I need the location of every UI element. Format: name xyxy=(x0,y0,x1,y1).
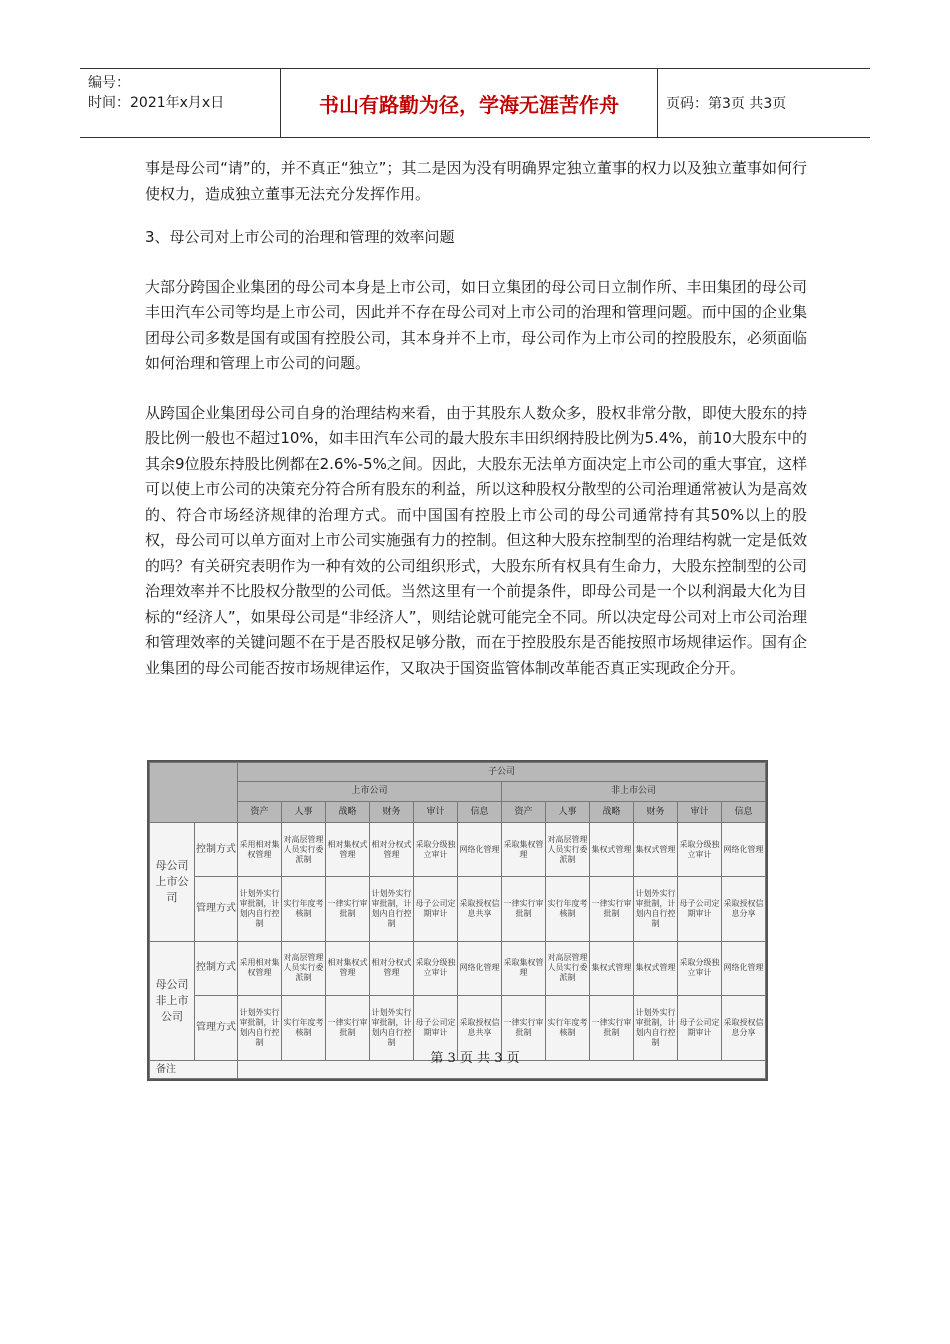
table-cell: 母子公司定期审计 xyxy=(414,876,458,942)
header-motto: 书山有路勤为径，学海无涯苦作舟 xyxy=(281,69,658,137)
table-cell: 计划外实行审批制，计划内自行控制 xyxy=(238,876,282,942)
table-cell: 采取授权信息共享 xyxy=(458,995,502,1061)
table-cell: 集权式管理 xyxy=(590,823,634,876)
note-label: 备注 xyxy=(150,1061,238,1079)
table-cell: 采取集权管理 xyxy=(502,823,546,876)
table-cell: 采取集权管理 xyxy=(502,942,546,995)
table-cell: 采取分级独立审计 xyxy=(678,942,722,995)
column-header: 信息 xyxy=(722,801,766,823)
table-cell: 采取授权信息分享 xyxy=(722,876,766,942)
table-cell: 对高层管理人员实行委派制 xyxy=(546,823,590,876)
table-cell: 网络化管理 xyxy=(458,942,502,995)
row-group-label: 母公司非上市公司 xyxy=(150,942,195,1061)
table-cell: 网络化管理 xyxy=(722,942,766,995)
page-footer: 第 3 页 共 3 页 xyxy=(430,1051,520,1066)
column-header: 信息 xyxy=(458,801,502,823)
governance-table-figure xyxy=(147,760,768,1081)
table-cell: 计划外实行审批制，计划内自行控制 xyxy=(634,995,678,1061)
document-body xyxy=(145,156,807,681)
table-cell: 相对分权式管理 xyxy=(370,823,414,876)
table-cell: 一律实行审批制 xyxy=(590,876,634,942)
table-cell: 集权式管理 xyxy=(634,942,678,995)
row-group-label: 母公司上市公司 xyxy=(150,823,195,942)
column-header: 战略 xyxy=(590,801,634,823)
table-cell: 集权式管理 xyxy=(634,823,678,876)
column-header: 审计 xyxy=(414,801,458,823)
table-cell: 采取分级独立审计 xyxy=(414,942,458,995)
table-cell: 实行年度考核制 xyxy=(282,995,326,1061)
column-header: 人事 xyxy=(546,801,590,823)
table-cell: 相对集权式管理 xyxy=(326,823,370,876)
table-cell: 相对集权式管理 xyxy=(326,942,370,995)
column-header: 人事 xyxy=(282,801,326,823)
table-cell: 采用相对集权管理 xyxy=(238,823,282,876)
table-cell: 采取授权信息分享 xyxy=(722,995,766,1061)
table-cell: 计划外实行审批制，计划内自行控制 xyxy=(634,876,678,942)
table-cell: 对高层管理人员实行委派制 xyxy=(282,942,326,995)
table-cell: 一律实行审批制 xyxy=(326,876,370,942)
table-cell: 母子公司定期审计 xyxy=(678,995,722,1061)
management-method-label: 管理方式 xyxy=(195,995,238,1061)
page-number-label: 页码：第3页 共3页 xyxy=(666,96,787,112)
column-header: 资产 xyxy=(502,801,546,823)
section-heading: 3、母公司对上市公司的治理和管理的效率问题 xyxy=(145,228,455,246)
paragraph: 事是母公司“请”的，并不真正“独立”；其二是因为没有明确界定独立董事的权力以及独立董事如何行使权力，造成独立董事无法充分发挥作用。 xyxy=(145,159,807,203)
table-cell: 实行年度考核制 xyxy=(282,876,326,942)
table-cell: 对高层管理人员实行委派制 xyxy=(546,942,590,995)
control-method-label: 控制方式 xyxy=(195,942,238,995)
table-cell: 实行年度考核制 xyxy=(546,876,590,942)
table-cell: 一律实行审批制 xyxy=(502,995,546,1061)
column-header: 财务 xyxy=(634,801,678,823)
table-cell: 实行年度考核制 xyxy=(546,995,590,1061)
paragraph: 从跨国企业集团母公司自身的治理结构来看，由于其股东人数众多，股权非常分散，即使大股东的持股比例一般也不超过10%，如丰田汽车公司的最大股东丰田织纲持股比例为5.4%，前10大股东中的其余9位股东持股比例都在2.6%-5%之间。因此，大股东无法单方面决定上市公司的重大事宜，这样可以使上市公司的决策充分符合所有股东的利益，所以这种股权分散型的公司治理通常被认为是高效的、符合市场经济规律的治理方式。而中国国有控股上市公司的母公司通常持有其50%以上的股权，母公司可以单方面对上市公司实施强有力的控制。但这种大股东控制型的治理结构就一定是低效的吗？有关研究表明作为一种有效的公司组织形式，大股东所有权具有生命力，大股东控制型的公司治理效率并不比股权分散型的公司低。当然这里有一个前提条件，即母公司是一个以利润最大化为目标的“经济人”，如果母公司是“非经济人”，则结论就可能完全不同。所以决定母公司对上市公司治理和管理效率的关键问题不在于是否股权足够分散，而在于控股股东是否能按照市场规律运作。国有企业集团的母公司能否按市场规律运作，又取决于国资监管体制改革能否真正实现政企分开。 xyxy=(145,403,807,677)
table-cell: 一律实行审批制 xyxy=(502,876,546,942)
table-cell: 计划外实行审批制，计划内自行控制 xyxy=(370,876,414,942)
table-cell: 一律实行审批制 xyxy=(590,995,634,1061)
control-method-label: 控制方式 xyxy=(195,823,238,876)
table-cell: 采取分级独立审计 xyxy=(678,823,722,876)
header-meta xyxy=(80,69,281,137)
page-header xyxy=(80,68,870,138)
table-cell: 母子公司定期审计 xyxy=(678,876,722,942)
header-subsidiary: 子公司 xyxy=(238,763,766,782)
table-cell: 计划外实行审批制，计划内自行控制 xyxy=(370,995,414,1061)
table-cell: 计划外实行审批制，计划内自行控制 xyxy=(238,995,282,1061)
column-header: 资产 xyxy=(238,801,282,823)
column-header: 财务 xyxy=(370,801,414,823)
document-date-label: 时间：2021年x月x日 xyxy=(88,95,225,111)
column-header: 审计 xyxy=(678,801,722,823)
document-number-label: 编号： xyxy=(88,75,130,91)
table-cell: 采取授权信息共享 xyxy=(458,876,502,942)
table-corner xyxy=(150,763,238,823)
header-listed-company: 上市公司 xyxy=(238,781,502,801)
table-cell: 对高层管理人员实行委派制 xyxy=(282,823,326,876)
table-cell: 采用相对集权管理 xyxy=(238,942,282,995)
paragraph: 大部分跨国企业集团的母公司本身是上市公司，如日立集团的母公司日立制作所、丰田集团的母公司丰田汽车公司等均是上市公司，因此并不存在母公司对上市公司的治理和管理问题。而中国的企业集团母公司多数是国有或国有控股公司，其本身并不上市，母公司作为上市公司的控股股东，必须面临如何治理和管理上市公司的问题。 xyxy=(145,277,807,372)
table-cell: 一律实行审批制 xyxy=(326,995,370,1061)
table-cell: 集权式管理 xyxy=(590,942,634,995)
table-cell: 网络化管理 xyxy=(722,823,766,876)
header-unlisted-company: 非上市公司 xyxy=(502,781,766,801)
column-header: 战略 xyxy=(326,801,370,823)
governance-table xyxy=(149,762,766,1079)
table-cell: 网络化管理 xyxy=(458,823,502,876)
management-method-label: 管理方式 xyxy=(195,876,238,942)
table-cell: 相对分权式管理 xyxy=(370,942,414,995)
table-cell: 采取分级独立审计 xyxy=(414,823,458,876)
table-cell: 母子公司定期审计 xyxy=(414,995,458,1061)
